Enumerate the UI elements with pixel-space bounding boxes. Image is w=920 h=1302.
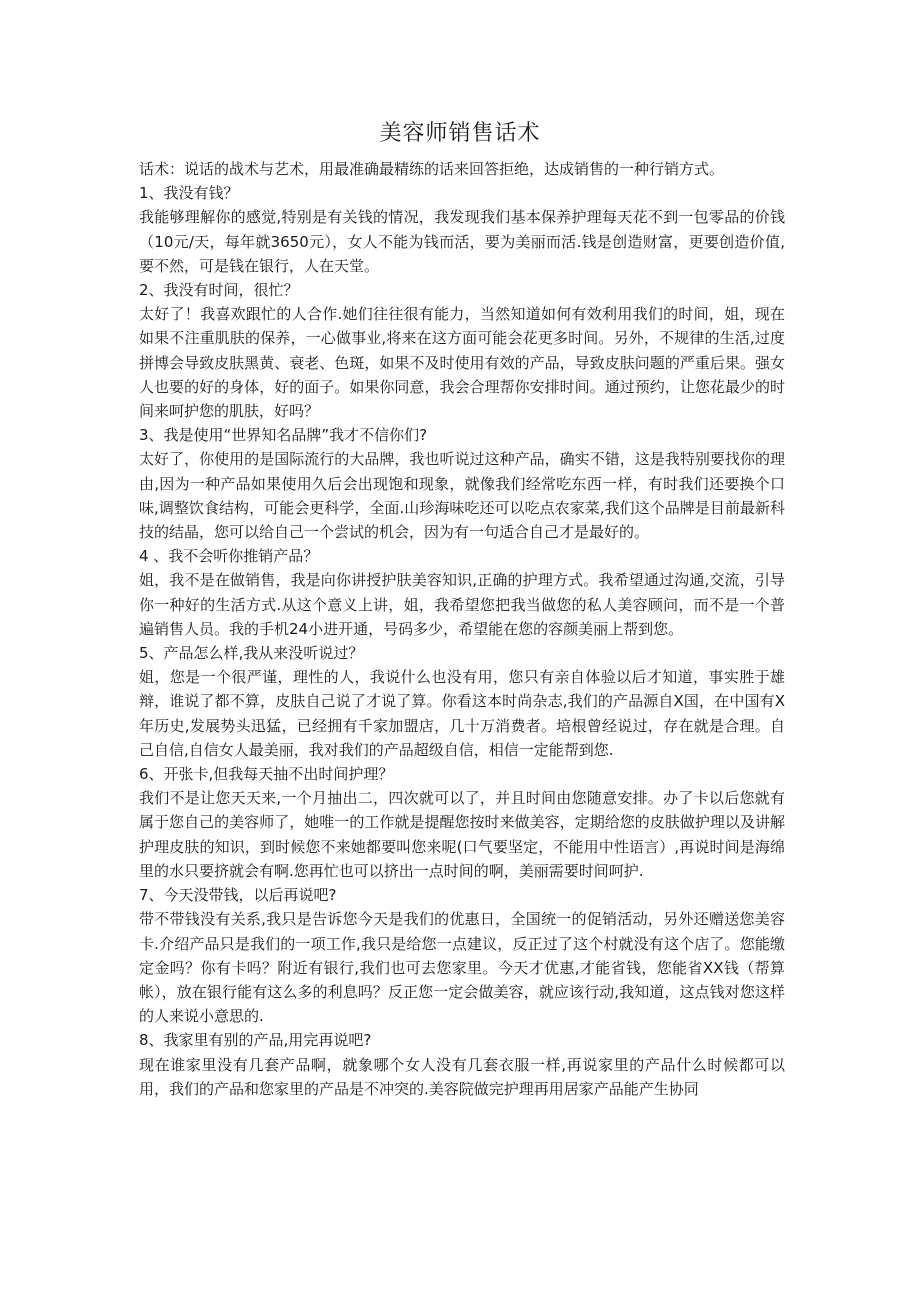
question-heading: 8、我家里有别的产品,用完再说吧? — [139, 1031, 372, 1050]
answer-paragraph: 姐，您是一个很严谨，理性的人，我说什么也没有用，您只有亲自体验以后才知道，事实胜于雄辩，谁说了都不算，皮肤自己说了才说了算。你看这本时尚杂志,我们的产品源自X国，在中国有X年历史,发展势头迅猛，已经拥有千家加盟店，几十万消费者。培根曾经说过，存在就是合理。自己自信,自信女人最美丽，我对我们的产品超级自信，相信一定能帮到您. — [139, 668, 785, 759]
question-heading: 1、我没有钱？ — [139, 184, 239, 203]
intro-paragraph: 话术：说话的战术与艺术，用最准确最精练的话来回答拒绝，达成销售的一种行销方式。 — [139, 160, 725, 178]
question-heading: 6、开张卡,但我每天抽不出时间护理？ — [139, 765, 394, 784]
answer-paragraph: 我们不是让您天天来,一个月抽出二，四次就可以了，并且时间由您随意安排。办了卡以后您就有属于您自己的美容师了，她唯一的工作就是提醒您按时来做美容，定期给您的皮肤做护理以及讲解护理皮肤的知识，到时候您不来她都要叫您来呢(口气要坚定，不能用中性语言）,再说时间是海绵里的水只要挤就会有啊.您再忙也可以挤出一点时间的啊，美丽需要时间呵护. — [139, 789, 785, 880]
answer-paragraph: 带不带钱没有关系,我只是告诉您今天是我们的优惠日，全国统一的促销活动，另外还赠送您美容卡.介绍产品只是我们的一项工作,我只是给您一点建议，反正过了这个村就没有这个店了。您能缴定金吗？你有卡吗？附近有银行,我们也可去您家里。今天才优惠,才能省钱，您能省XX钱（帮算帐），放在银行能有这么多的利息吗？反正您一定会做美容，就应该行动,我知道，这点钱对您这样的人来说小意思的. — [139, 910, 785, 1026]
answer-paragraph: 太好了！我喜欢跟忙的人合作.她们往往很有能力，当然知道如何有效利用我们的时间，姐，现在如果不注重肌肤的保养，一心做事业,将来在这方面可能会花更多时间。另外，不规律的生活,过度拼博会导致皮肤黑黄、衰老、色斑，如果不及时使用有效的产品，导致皮肤问题的严重后果。强女人也要的好的身体，好的面子。如果你同意，我会合理帮你安排时间。通过预约，让您花最少的时间来呵护您的肌肤，好吗？ — [139, 305, 785, 421]
answer-paragraph: 太好了，你使用的是国际流行的大品牌，我也听说过这种产品，确实不错，这是我特别要找你的理由,因为一种产品如果使用久后会出现饱和现象，就像我们经常吃东西一样，有时我们还要换个口味,调整饮食结构，可能会更科学，全面.山珍海味吃还可以吃点农家菜,我们这个品牌是目前最新科技的结晶，您可以给自己一个尝试的机会，因为有一句适合自己才是最好的。 — [139, 450, 785, 542]
document-title: 美容师销售话术 — [379, 121, 541, 146]
question-heading: 5、产品怎么样,我从来没听说过？ — [139, 644, 364, 663]
question-heading: 7、今天没带钱，以后再说吧? — [139, 886, 337, 905]
answer-paragraph: 现在谁家里没有几套产品啊，就象哪个女人没有几套衣服一样,再说家里的产品什么时候都可以用，我们的产品和您家里的产品是不冲突的.美容院做完护理再用居家产品能产生协同 — [139, 1055, 785, 1098]
document-body — [139, 157, 785, 1101]
question-heading: 2、我没有时间，很忙？ — [139, 281, 299, 300]
answer-paragraph: 我能够理解你的感觉,特别是有关钱的情况，我发现我们基本保养护理每天花不到一包零品的价钱（10元/天，每年就3650元），女人不能为钱而活，要为美丽而活.钱是创造财富，更要创造价值,要不然，可是钱在银行，人在天堂。 — [139, 208, 785, 275]
answer-paragraph: 姐，我不是在做销售，我是向你讲授护肤美容知识,正确的护理方式。我希望通过沟通,交流，引导你一种好的生活方式.从这个意义上讲，姐，我希望您把我当做您的私人美容顾问，而不是一个普遍销售人员。我的手机24小进开通，号码多少，希望能在您的容颜美丽上帮到您。 — [139, 571, 785, 638]
question-heading: 4 、我不会听你推销产品？ — [139, 547, 319, 566]
question-heading: 3、我是使用“世界知名品牌”我才不信你们? — [139, 426, 428, 445]
